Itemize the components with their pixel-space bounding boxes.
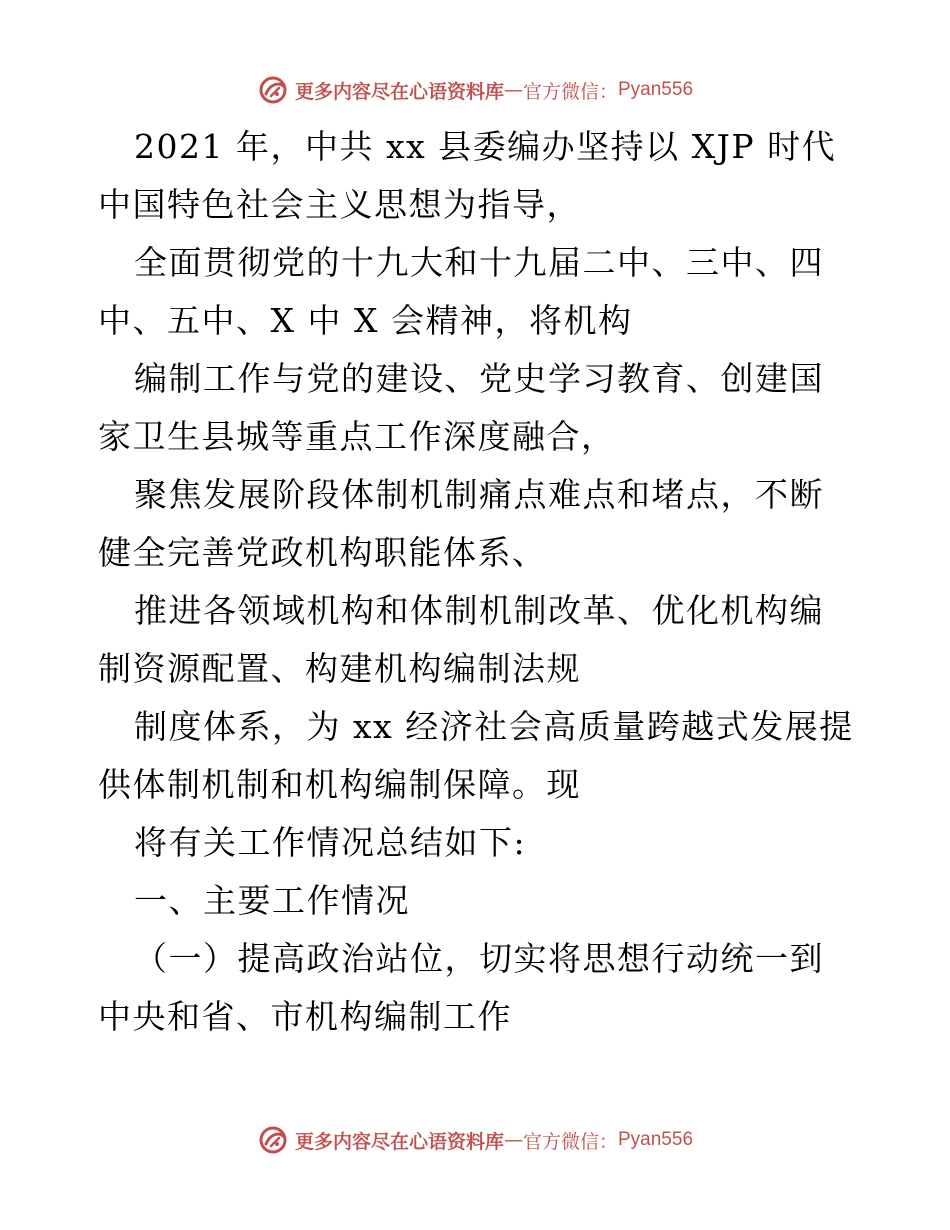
subsection-heading: （一）提高政治站位，切实将思想行动统一到中央和省、市机构编制工作 bbox=[98, 939, 824, 1036]
watermark-wechat-id: Pyan556 bbox=[618, 79, 694, 100]
watermark-wechat-id: Pyan556 bbox=[618, 1129, 694, 1150]
watermark-wechat-label: 官方微信： bbox=[522, 1130, 618, 1153]
paragraph-7: 将有关工作情况总结如下: bbox=[134, 823, 527, 862]
paragraph-3: 编制工作与党的建设、党史学习教育、创建国家卫生县城等重点工作深度融合， bbox=[98, 359, 824, 456]
brush-swirl-icon bbox=[257, 1124, 289, 1156]
document-body bbox=[98, 118, 854, 1046]
paragraph-2: 全面贯彻党的十九大和十九届二中、三中、四中、五中、X 中 X 会精神，将机构 bbox=[98, 243, 824, 340]
watermark-brand: 更多内容尽在心语资料库 bbox=[294, 1130, 504, 1153]
watermark-brand: 更多内容尽在心语资料库 bbox=[294, 80, 504, 103]
paragraph-4: 聚焦发展阶段体制机制痛点难点和堵点，不断健全完善党政机构职能体系、 bbox=[98, 475, 824, 572]
watermark-dash: — bbox=[503, 79, 523, 101]
paragraph-1: 2021 年，中共 xx 县委编办坚持以 XJP 时代中国特色社会主义思想为指导， bbox=[98, 127, 837, 224]
header-watermark bbox=[0, 70, 950, 110]
footer-watermark bbox=[0, 1120, 950, 1160]
paragraph-6: 制度体系，为 xx 经济社会高质量跨越式发展提供体制机制和机构编制保障。现 bbox=[98, 707, 854, 804]
paragraph-5: 推进各领域机构和体制机制改革、优化机构编制资源配置、构建机构编制法规 bbox=[98, 591, 824, 688]
watermark-dash: — bbox=[503, 1129, 523, 1151]
brush-swirl-icon bbox=[257, 74, 289, 106]
section-heading: 一、主要工作情况 bbox=[134, 881, 410, 920]
watermark-wechat-label: 官方微信： bbox=[522, 80, 618, 103]
